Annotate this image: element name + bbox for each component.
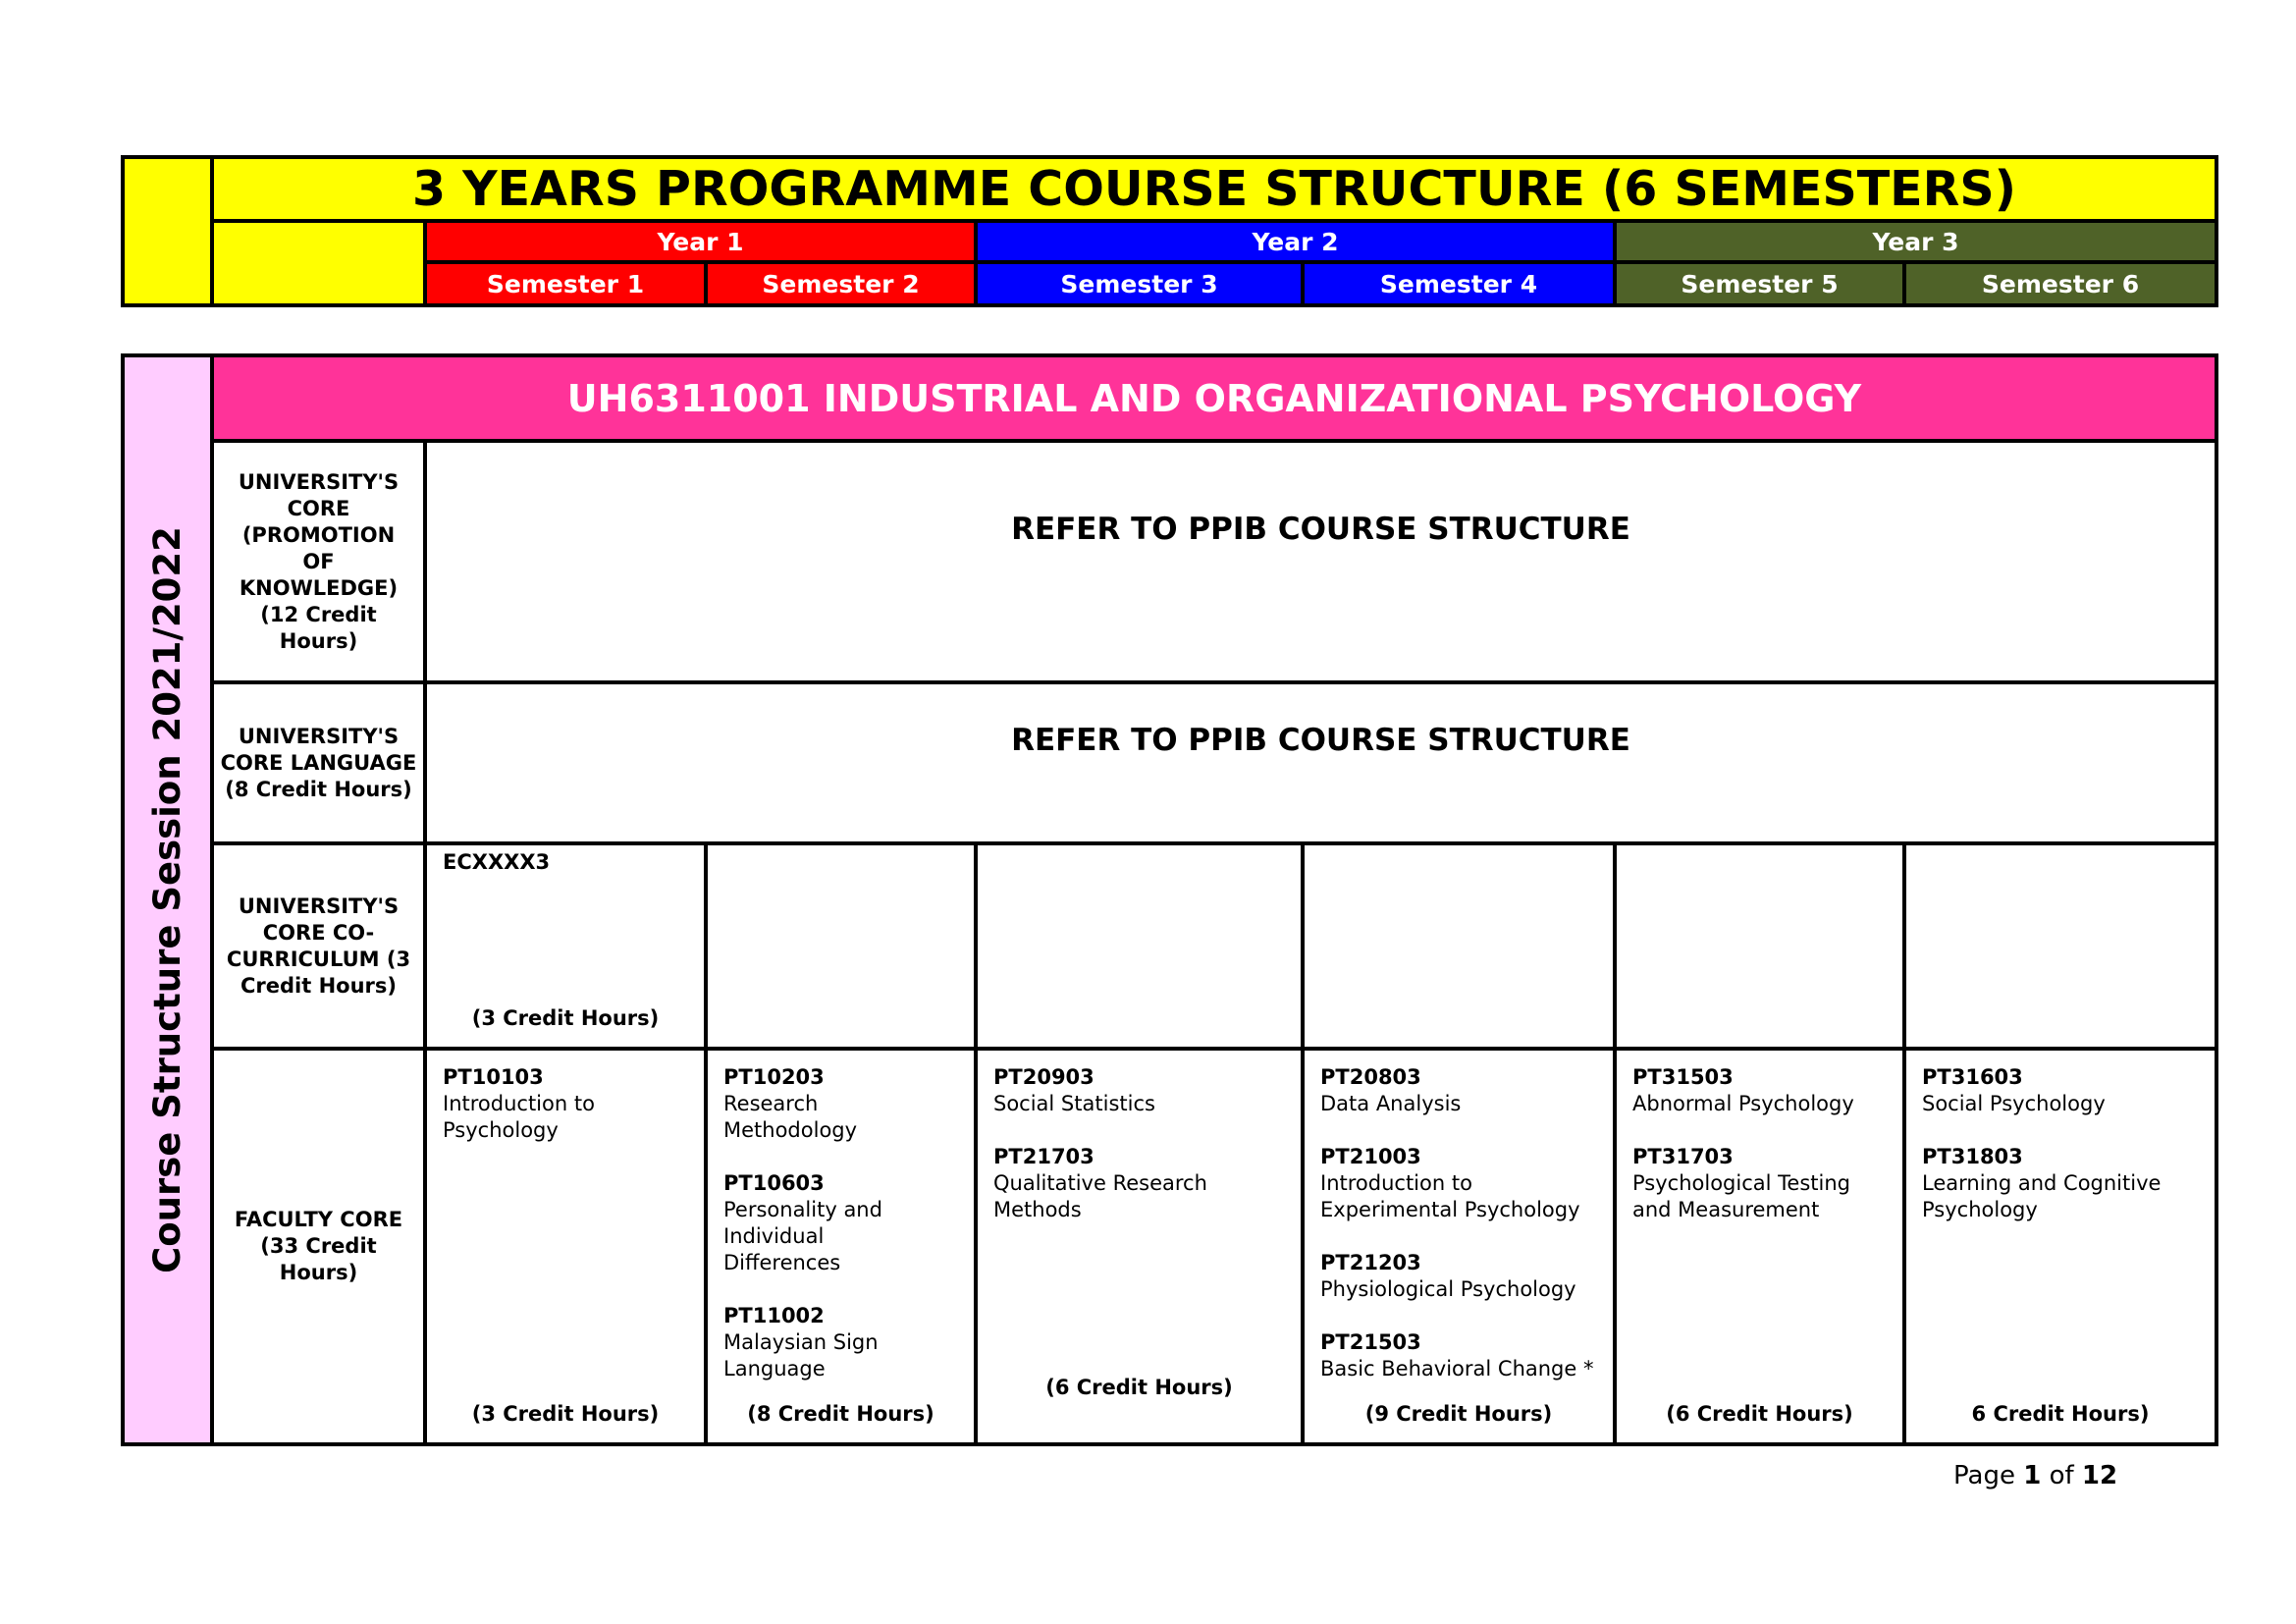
faculty-sem2-credit: (8 Credit Hours) <box>747 1402 934 1426</box>
cocurriculum-sem4-cell <box>1305 845 1613 1047</box>
faculty-sem3-credit: (6 Credit Hours) <box>1045 1376 1233 1399</box>
page-number <box>1953 1461 2117 1490</box>
category-faculty-cell <box>214 1051 423 1442</box>
cocurriculum-sem1-credit: (3 Credit Hours) <box>471 1006 660 1030</box>
programme-header-table <box>121 155 2218 307</box>
programme-title: UH6311001 INDUSTRIAL AND ORGANIZATIONAL PSYCHOLOGY <box>566 376 1862 420</box>
course-name: Introduction to Experimental Psychology <box>1320 1171 1580 1221</box>
faculty-sem6-cell <box>1906 1051 2215 1442</box>
faculty-sem5-cell <box>1617 1051 1902 1442</box>
faculty-sem2-cell <box>708 1051 974 1442</box>
course-entry <box>443 1064 688 1144</box>
category-promotion-label: UNIVERSITY'S CORE (PROMOTION OF KNOWLEDGE) (12 Credit Hours) <box>238 469 400 653</box>
cocurriculum-sem5-cell <box>1617 845 1902 1047</box>
page-total: 12 <box>2081 1461 2118 1490</box>
course-entry <box>1320 1064 1597 1117</box>
course-code: PT31803 <box>1922 1145 2023 1168</box>
course-name: Physiological Psychology <box>1320 1277 1576 1301</box>
course-code: PT11002 <box>723 1304 825 1327</box>
year-3-header <box>1617 223 2215 260</box>
course-code: PT10203 <box>723 1065 825 1089</box>
semester-1-label: Semester 1 <box>486 269 645 298</box>
header-corner-cell <box>125 159 210 303</box>
language-content-cell <box>427 684 2215 841</box>
course-structure-table <box>121 353 2218 1446</box>
semester-4-label: Semester 4 <box>1379 269 1538 298</box>
promotion-refer-text: REFER TO PPIB COURSE STRUCTURE <box>1011 512 1630 547</box>
course-code: PT20903 <box>993 1065 1095 1089</box>
course-entry <box>1320 1144 1597 1223</box>
course-code: PT21203 <box>1320 1251 1421 1274</box>
language-refer-text: REFER TO PPIB COURSE STRUCTURE <box>1011 723 1630 758</box>
course-code: PT21003 <box>1320 1145 1421 1168</box>
semester-3-label: Semester 3 <box>1060 269 1218 298</box>
course-entry <box>1320 1329 1597 1382</box>
year-2-header <box>978 223 1613 260</box>
faculty-sem4-credit: (9 Credit Hours) <box>1364 1402 1553 1426</box>
page-current: 1 <box>2023 1461 2042 1490</box>
page-prefix: Page <box>1953 1461 2024 1490</box>
category-language-cell <box>214 684 423 841</box>
category-promotion-cell <box>214 443 423 680</box>
year-3-label: Year 3 <box>1872 227 1959 256</box>
course-entry <box>993 1144 1285 1223</box>
faculty-sem6-credit: 6 Credit Hours) <box>1971 1402 2150 1426</box>
course-name: Abnormal Psychology <box>1632 1092 1854 1115</box>
category-cocurriculum-cell <box>214 845 423 1047</box>
faculty-sem4-cell <box>1305 1051 1613 1442</box>
semester-1-header <box>427 264 704 303</box>
year-2-label: Year 2 <box>1252 227 1339 256</box>
semester-6-label: Semester 6 <box>1981 269 2140 298</box>
faculty-sem1-credit: (3 Credit Hours) <box>471 1402 660 1426</box>
course-entry <box>723 1170 958 1276</box>
session-label-cell <box>125 357 210 1442</box>
year-1-header <box>427 223 974 260</box>
course-code: PT21503 <box>1320 1330 1421 1354</box>
promotion-content-cell <box>427 443 2215 680</box>
semester-2-label: Semester 2 <box>762 269 920 298</box>
course-name: Qualitative Research Methods <box>993 1171 1207 1221</box>
course-name: Social Statistics <box>993 1092 1155 1115</box>
semester-6-header <box>1906 264 2215 303</box>
faculty-sem1-cell <box>427 1051 704 1442</box>
year-1-label: Year 1 <box>657 227 744 256</box>
course-code: PT10103 <box>443 1065 544 1089</box>
course-name: Social Psychology <box>1922 1092 2106 1115</box>
semester-5-label: Semester 5 <box>1681 269 1839 298</box>
category-cocurriculum-label: UNIVERSITY'S CORE CO-CURRICULUM (3 Credit Hours) <box>226 893 411 998</box>
cocurriculum-course-code: ECXXXX3 <box>443 850 551 874</box>
semester-2-header <box>708 264 974 303</box>
course-entry <box>1632 1064 1887 1117</box>
course-name: Psychological Testing and Measurement <box>1632 1171 1850 1221</box>
course-name: Learning and Cognitive Psychology <box>1922 1171 2162 1221</box>
course-entry <box>1922 1064 2199 1117</box>
course-name: Personality and Individual Differences <box>723 1198 889 1274</box>
cocurriculum-sem1-cell <box>427 845 704 1047</box>
course-code: PT31503 <box>1632 1065 1734 1089</box>
semester-3-header <box>978 264 1301 303</box>
course-name: Introduction to Psychology <box>443 1092 595 1142</box>
course-entry <box>1922 1144 2199 1223</box>
course-name: Data Analysis <box>1320 1092 1462 1115</box>
course-code: PT31703 <box>1632 1145 1734 1168</box>
page-title: 3 YEARS PROGRAMME COURSE STRUCTURE (6 SEMESTERS) <box>411 161 2017 217</box>
cocurriculum-sem3-cell <box>978 845 1301 1047</box>
course-code: PT20803 <box>1320 1065 1421 1089</box>
course-name: Malaysian Sign Language <box>723 1330 879 1380</box>
category-language-label: UNIVERSITY'S CORE LANGUAGE (8 Credit Hours) <box>220 724 417 801</box>
category-faculty-label: FACULTY CORE (33 Credit Hours) <box>234 1208 403 1284</box>
course-name: Basic Behavioral Change * <box>1320 1357 1594 1380</box>
course-code: PT10603 <box>723 1171 825 1195</box>
course-code: PT21703 <box>993 1145 1095 1168</box>
course-name: Research Methodology <box>723 1092 858 1142</box>
course-entry <box>723 1303 958 1382</box>
programme-title-cell <box>214 357 2215 439</box>
cocurriculum-sem6-cell <box>1906 845 2215 1047</box>
semester-5-header <box>1617 264 1902 303</box>
page-of: of <box>2041 1461 2082 1490</box>
cocurriculum-sem2-cell <box>708 845 974 1047</box>
semester-4-header <box>1305 264 1613 303</box>
course-entry <box>723 1064 958 1144</box>
session-label: Course Structure Session 2021/2022 <box>146 526 189 1273</box>
course-code: PT31603 <box>1922 1065 2023 1089</box>
faculty-sem3-cell <box>978 1051 1301 1442</box>
course-entry <box>1320 1250 1597 1303</box>
course-entry <box>993 1064 1285 1117</box>
course-entry <box>1632 1144 1887 1223</box>
header-blank-cell <box>214 223 423 303</box>
faculty-sem5-credit: (6 Credit Hours) <box>1666 1402 1853 1426</box>
header-title-cell <box>214 159 2215 219</box>
